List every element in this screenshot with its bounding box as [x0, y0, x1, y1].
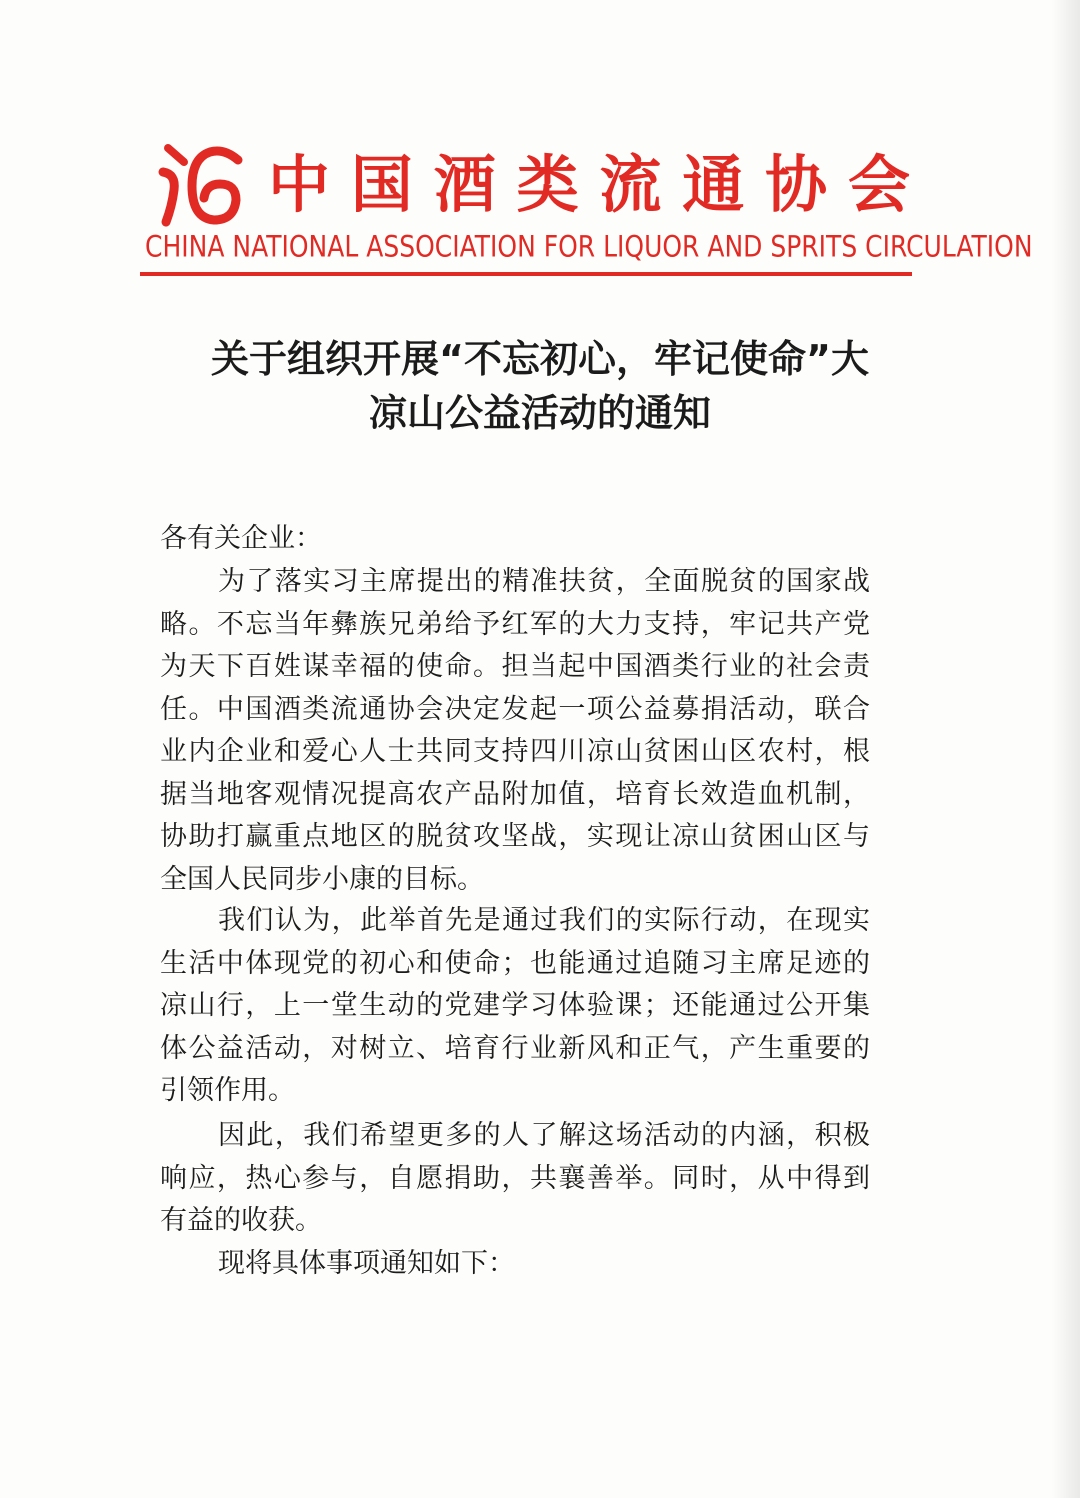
title-line-1: 关于组织开展“不忘初心，牢记使命”大 — [211, 337, 869, 381]
paragraph-line: 因此，我们希望更多的人了解这场活动的内涵，积极 — [218, 1120, 870, 1151]
org-name-english: CHINA NATIONAL ASSOCIATION FOR LIQUOR AND SPRITS CIRCULATION — [145, 229, 1033, 264]
letterhead — [140, 138, 1033, 280]
document-title — [150, 332, 930, 440]
paragraph-line: 为天下百姓谋幸福的使命。担当起中国酒类行业的社会责 — [160, 651, 870, 682]
paragraph-line: 略。不忘当年彝族兄弟给予红军的大力支持，牢记共产党 — [160, 608, 870, 640]
paragraph-1 — [160, 561, 870, 901]
org-name-chinese: 中国酒类流通协会 — [268, 148, 916, 221]
paragraph-line: 体公益活动，对树立、培育行业新风和正气，产生重要的 — [160, 1032, 870, 1064]
paragraph-line: 全国人民同步小康的目标。 — [160, 863, 484, 895]
title-line-2: 凉山公益活动的通知 — [368, 391, 711, 435]
paragraph-line: 响应，热心参与，自愿捐助，共襄善举。同时，从中得到 — [160, 1162, 870, 1194]
letterhead-divider — [140, 272, 912, 276]
paragraph-2 — [160, 900, 870, 1113]
paragraph-line: 任。中国酒类流通协会决定发起一项公益募捐活动，联合 — [160, 693, 870, 725]
page-edge-shadow — [1052, 0, 1080, 1498]
closing-line: 现将具体事项通知如下： — [218, 1248, 515, 1279]
paragraph-line: 生活中体现党的初心和使命；也能通过追随习主席足迹的 — [160, 947, 870, 979]
paragraph-line: 为了落实习主席提出的精准扶贫，全面脱贫的国家战 — [218, 566, 870, 597]
paragraph-line: 我们认为，此举首先是通过我们的实际行动，在现实 — [218, 905, 870, 936]
paragraph-line: 引领作用。 — [160, 1075, 295, 1106]
salutation: 各有关企业： — [160, 523, 322, 554]
paragraph-line: 据当地客观情况提高农产品附加值，培育长效造血机制， — [160, 778, 870, 810]
paragraph-line: 凉山行，上一堂生动的党建学习体验课；还能通过公开集 — [160, 990, 870, 1021]
paragraph-3 — [160, 1115, 870, 1243]
paragraph-line: 协助打赢重点地区的脱贫攻坚战，实现让凉山贫困山区与 — [160, 821, 870, 852]
paragraph-line: 有益的收获。 — [160, 1205, 322, 1236]
paragraph-line: 业内企业和爱心人士共同支持四川凉山贫困山区农村，根 — [160, 736, 870, 767]
association-logo-icon — [154, 142, 244, 228]
